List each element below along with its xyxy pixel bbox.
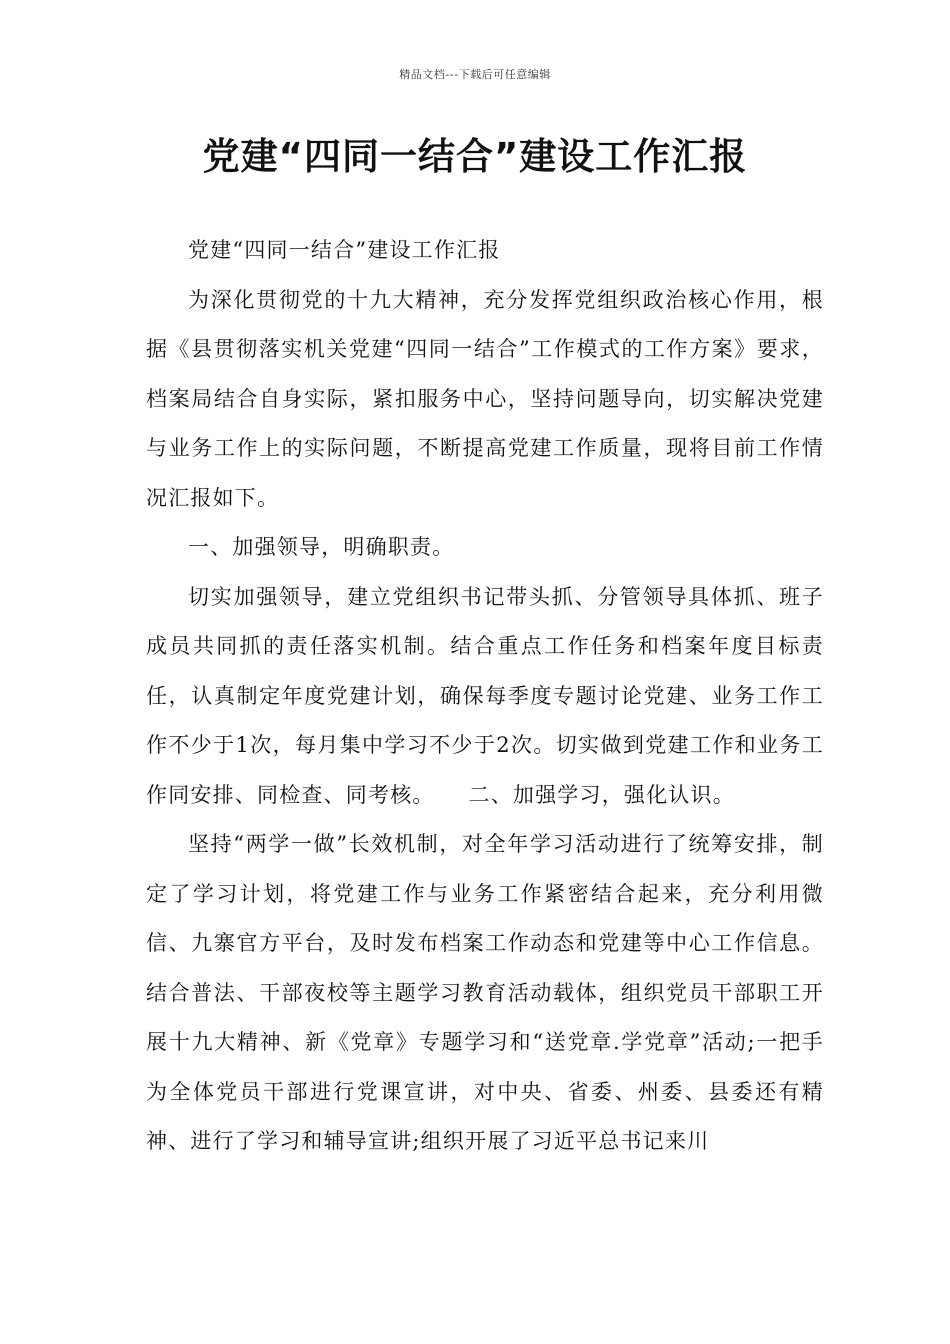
body-paragraph-section-1: 切实加强领导，建立党组织书记带头抓、分管领导具体抓、班子成员共同抓的责任落实机制。结合重点工作任务和档案年度目标责任，认真制定年度党建计划，确保每季度专题讨论党建、业务工作工作不少于1次，每月集中学习不少于2次。切实做到党建工作和业务工作同安排、同检查、同考核。 二、加强学习，强化认识。 — [146, 584, 824, 807]
body-paragraph-intro: 为深化贯彻党的十九大精神，充分发挥党组织政治核心作用，根据《县贯彻落实机关党建“四同一结合”工作模式的工作方案》要求，档案局结合自身实际，紧扣服务中心，坚持问题导向，切实解决党建与业务工作上的实际问题，不断提高党建工作质量，现将目前工作情况汇报如下。 — [146, 287, 824, 510]
document-title: 党建“四同一结合”建设工作汇报 — [202, 135, 748, 178]
document-body — [146, 226, 824, 1167]
body-paragraph-section-2: 坚持“两学一做”长效机制，对全年学习活动进行了统筹安排，制定了学习计划，将党建工作与业务工作紧密结合起来，充分利用微信、九寨官方平台，及时发布档案工作动态和党建等中心工作信息。结合普法、干部夜校等主题学习教育活动载体，组织党员干部职工开展十九大精神、新《党章》专题学习和“送党章.学党章”活动;一把手为全体党员干部进行党课宣讲，对中央、省委、州委、县委还有精神、进行了学习和辅导宣讲;组织开展了习近平总书记来川 — [146, 832, 824, 1153]
header-note: 精品文档---下载后可任意编辑 — [399, 68, 551, 81]
body-paragraph-section-1-heading: 一、加强领导，明确职责。 — [188, 535, 455, 559]
body-paragraph-subtitle: 党建“四同一结合”建设工作汇报 — [188, 238, 501, 262]
